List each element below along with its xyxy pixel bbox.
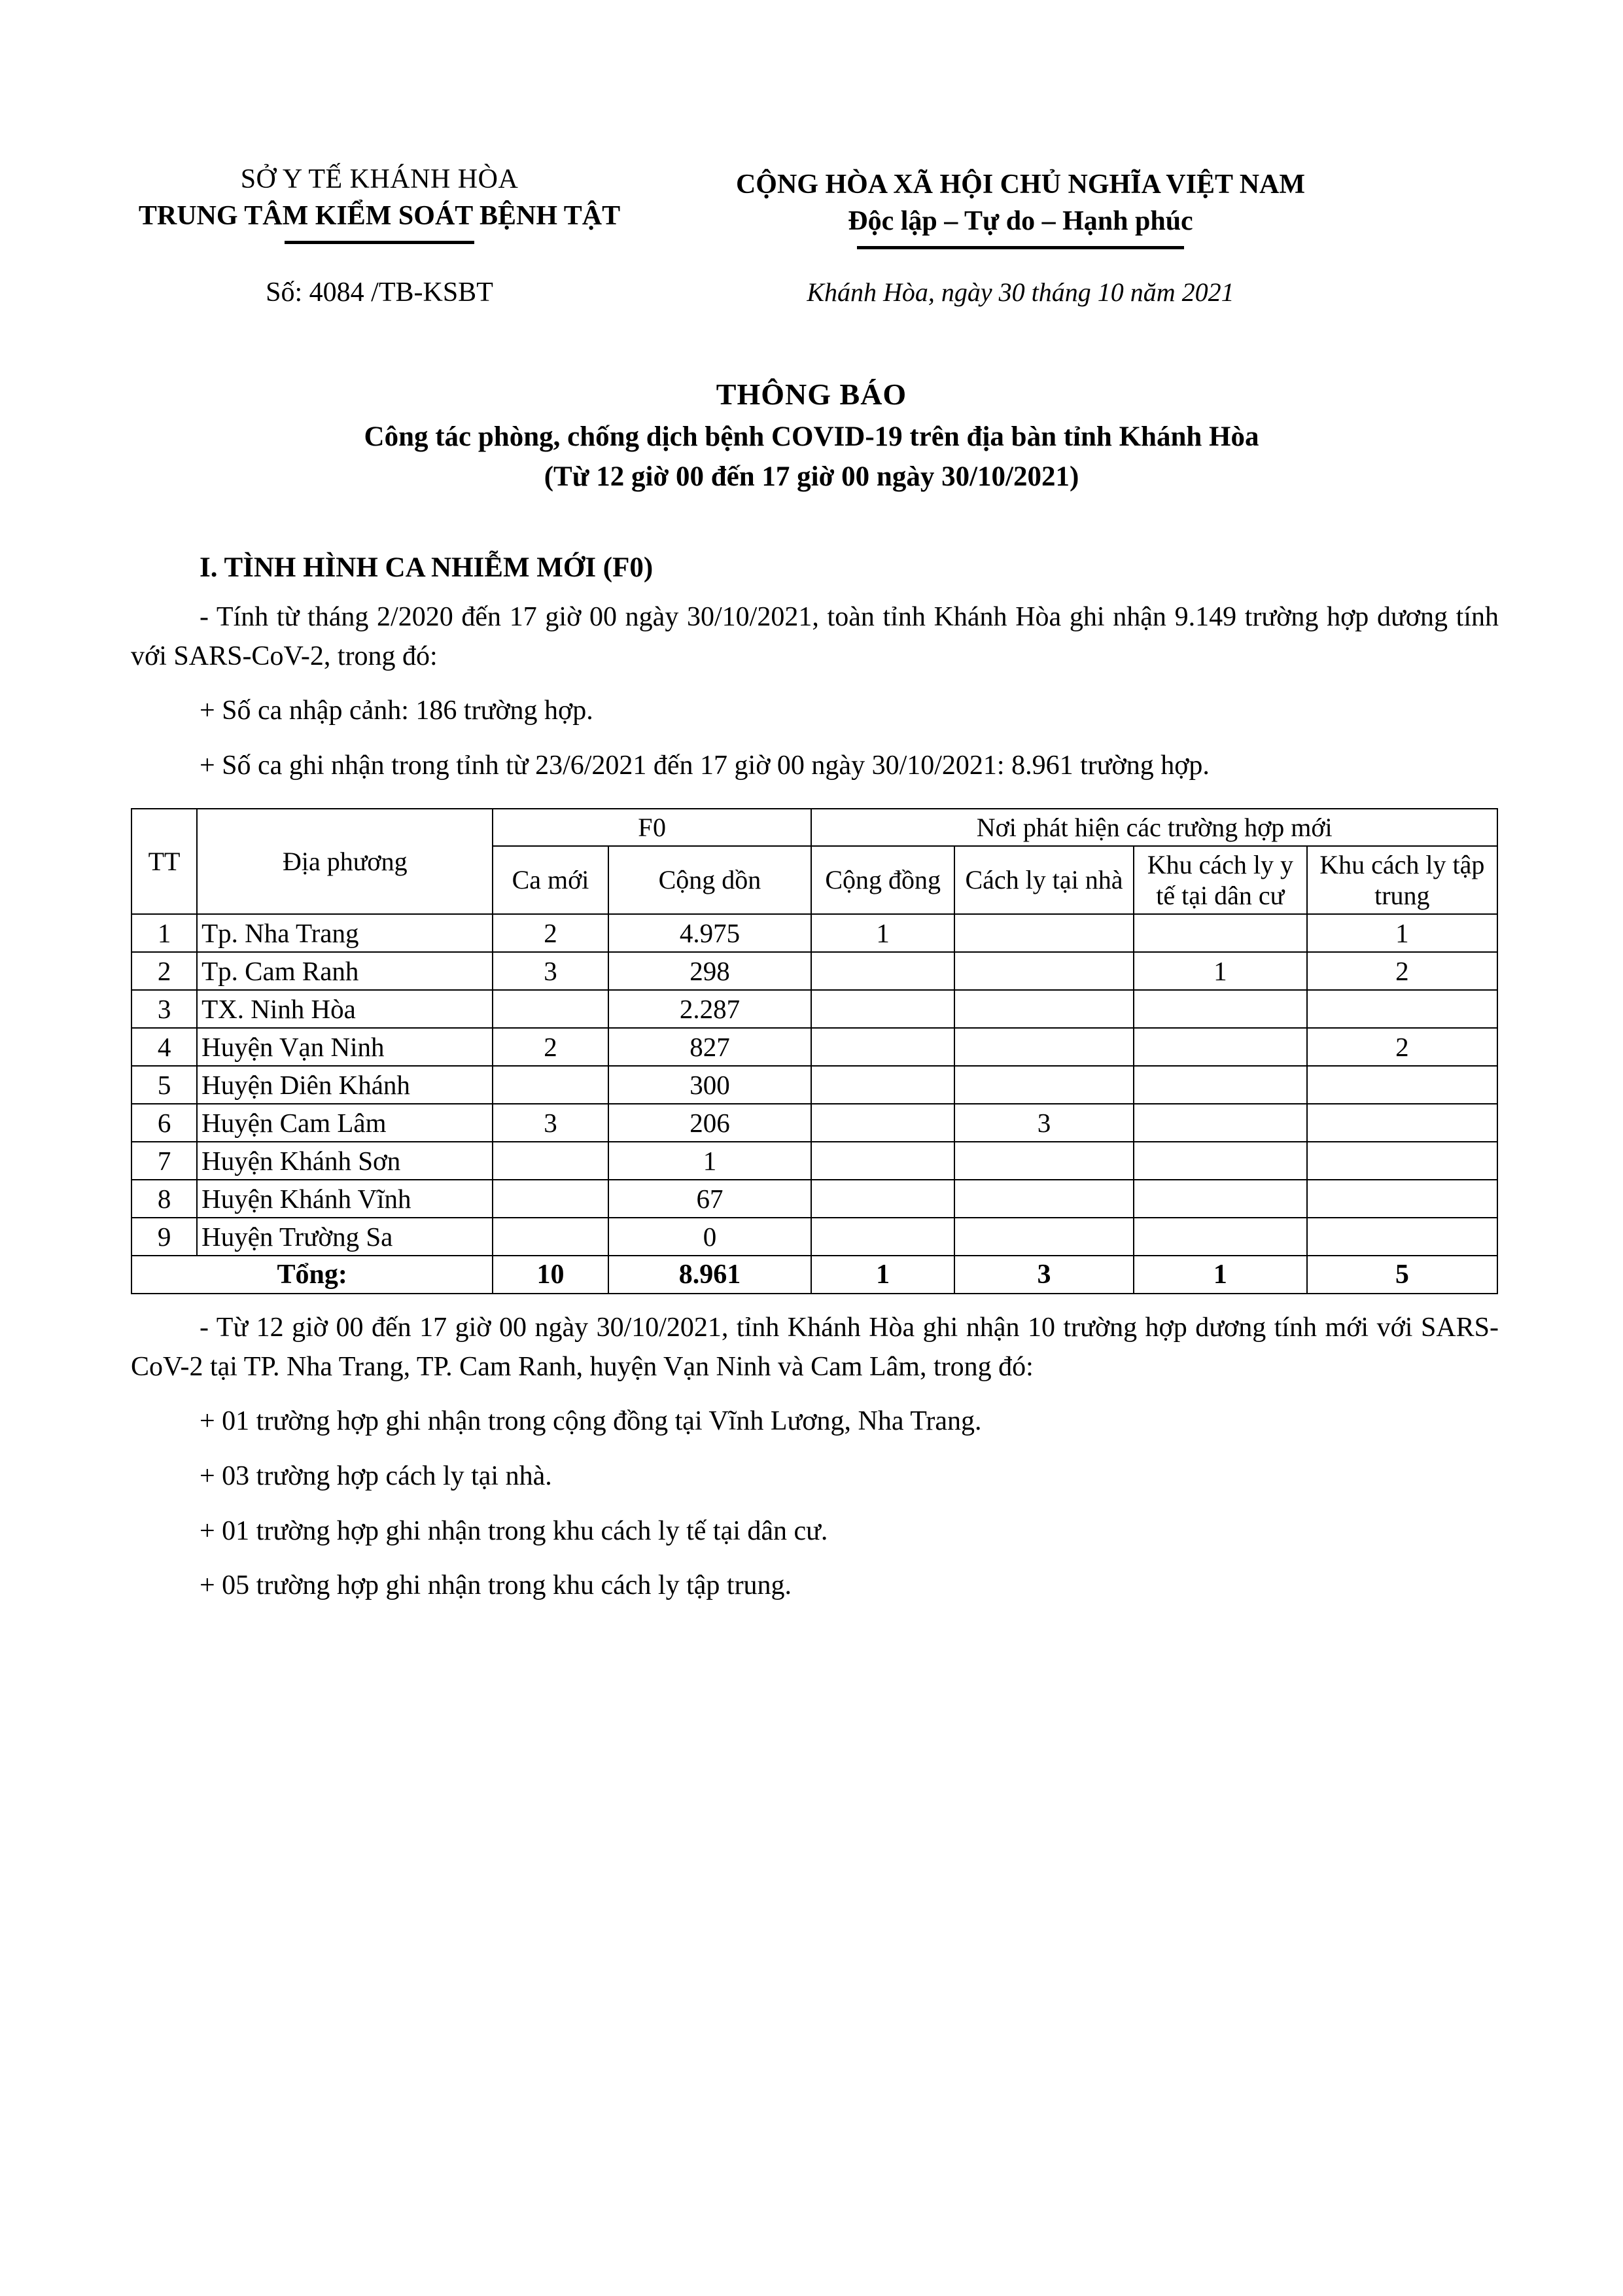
cell-cong-dong [811,1218,954,1256]
cell-khu-cach-ly-dan-cu [1134,1218,1307,1256]
cell-cong-don: 206 [608,1104,812,1142]
cell-tt: 7 [131,1142,197,1180]
cell-khu-cach-ly-tap-trung: 2 [1307,1028,1497,1066]
cell-khu-cach-ly-dan-cu [1134,990,1307,1028]
cell-ca-moi [493,1180,608,1218]
cell-ca-moi [493,1218,608,1256]
cell-khu-cach-ly-dan-cu [1134,1180,1307,1218]
cell-cong-don: 0 [608,1218,812,1256]
place-and-date: Khánh Hòa, ngày 30 tháng 10 năm 2021 [807,277,1234,307]
cell-cong-don: 4.975 [608,914,812,952]
table-row [131,1028,1497,1066]
cell-ca-moi [493,1066,608,1104]
table-row [131,1218,1497,1256]
total-cach-ly-tai-nha: 3 [954,1256,1134,1294]
cell-dia-phuong: Tp. Nha Trang [197,914,493,952]
cell-khu-cach-ly-tap-trung [1307,1142,1497,1180]
col-header-khu-cach-ly-tap-trung: Khu cách ly tập trung [1307,846,1497,914]
cell-tt: 8 [131,1180,197,1218]
col-header-ca-moi: Ca mới [493,846,608,914]
issuing-organization-block [131,164,628,244]
cell-khu-cach-ly-dan-cu [1134,1028,1307,1066]
f0-statistics-table [131,808,1498,1295]
cell-cong-dong [811,1142,954,1180]
cell-cach-ly-tai-nha [954,1066,1134,1104]
cell-cach-ly-tai-nha [954,1028,1134,1066]
cell-dia-phuong: Huyện Trường Sa [197,1218,493,1256]
cell-dia-phuong: Huyện Khánh Vĩnh [197,1180,493,1218]
cell-khu-cach-ly-tap-trung [1307,990,1497,1028]
cell-dia-phuong: Huyện Diên Khánh [197,1066,493,1104]
table-row [131,1066,1497,1104]
cell-khu-cach-ly-tap-trung: 2 [1307,952,1497,990]
cell-tt: 5 [131,1066,197,1104]
document-number: Số: 4084 /TB-KSBT [266,277,493,308]
cell-tt: 9 [131,1218,197,1256]
cell-tt: 2 [131,952,197,990]
col-header-dia-phuong: Địa phương [197,809,493,915]
cell-dia-phuong: TX. Ninh Hòa [197,990,493,1028]
cell-dia-phuong: Huyện Vạn Ninh [197,1028,493,1066]
cell-dia-phuong: Huyện Cam Lâm [197,1104,493,1142]
title-block [0,377,1623,493]
table-head [131,809,1497,915]
cell-cach-ly-tai-nha [954,1180,1134,1218]
cell-ca-moi [493,1142,608,1180]
col-header-khu-cach-ly-y-te-tai-dan-cu: Khu cách ly y tế tại dân cư [1134,846,1307,914]
total-khu-cach-ly-dan-cu: 1 [1134,1256,1307,1294]
cell-cong-don: 2.287 [608,990,812,1028]
page-title: THÔNG BÁO [716,378,907,411]
detail-bullet: + 05 trường hợp ghi nhận trong khu cách ly tập trung. [200,1570,792,1601]
cell-khu-cach-ly-dan-cu [1134,1142,1307,1180]
detail-bullet: + 01 trường hợp ghi nhận trong khu cách ly tế tại dân cư. [200,1515,828,1546]
cell-cach-ly-tai-nha [954,914,1134,952]
cell-cong-dong [811,1180,954,1218]
cell-cong-don: 300 [608,1066,812,1104]
cell-cong-dong [811,1066,954,1104]
group-header-noi-phat-hien: Nơi phát hiện các trường hợp mới [811,809,1497,846]
cell-cong-dong [811,952,954,990]
paragraph-new-cases-summary: - Từ 12 giờ 00 đến 17 giờ 00 ngày 30/10/2021, tỉnh Khánh Hòa ghi nhận 10 trường hợp dương tính mới với SARS-CoV-2 tại TP. Nha Trang, TP. Cam Ranh, huyện Vạn Ninh và Cam Lâm, trong đó: [131,1313,1499,1382]
table-header-row-groups [131,809,1497,846]
detail-bullet-list [131,1402,1499,1606]
col-header-cong-don: Cộng dồn [608,846,812,914]
document-header [0,0,1623,249]
document-body-after-table [131,1309,1499,1606]
cell-ca-moi: 3 [493,1104,608,1142]
title-time-range: (Từ 12 giờ 00 đến 17 giờ 00 ngày 30/10/2021) [544,461,1079,492]
table-row [131,990,1497,1028]
col-header-tt: TT [131,809,197,915]
table-row [131,952,1497,990]
col-header-cong-dong: Cộng đồng [811,846,954,914]
cell-dia-phuong: Huyện Khánh Sơn [197,1142,493,1180]
cell-khu-cach-ly-tap-trung: 1 [1307,914,1497,952]
organization-parent-name: SỞ Y TẾ KHÁNH HÒA [240,164,519,194]
cell-khu-cach-ly-tap-trung [1307,1218,1497,1256]
total-label: Tổng: [131,1256,493,1294]
cell-cach-ly-tai-nha [954,1218,1134,1256]
total-ca-moi: 10 [493,1256,608,1294]
table-body [131,914,1497,1256]
bullet-local-cases: + Số ca ghi nhận trong tỉnh từ 23/6/2021 đến 17 giờ 00 ngày 30/10/2021: 8.961 trường hợp. [200,750,1210,781]
document-meta-row [0,277,1623,308]
section-heading-i: I. TÌNH HÌNH CA NHIỄM MỚI (F0) [200,552,654,583]
cell-khu-cach-ly-dan-cu: 1 [1134,952,1307,990]
cell-cong-don: 1 [608,1142,812,1180]
table-total-row [131,1256,1497,1294]
cell-tt: 6 [131,1104,197,1142]
cell-khu-cach-ly-tap-trung [1307,1066,1497,1104]
cell-tt: 4 [131,1028,197,1066]
col-header-cach-ly-tai-nha: Cách ly tại nhà [954,846,1134,914]
cell-cong-dong [811,990,954,1028]
national-motto-underline [857,246,1184,249]
cell-ca-moi: 3 [493,952,608,990]
national-heading-block [667,164,1374,249]
cell-ca-moi: 2 [493,1028,608,1066]
total-cong-don: 8.961 [608,1256,812,1294]
cell-tt: 3 [131,990,197,1028]
country-name: CỘNG HÒA XÃ HỘI CHỦ NGHĨA VIỆT NAM [735,169,1306,200]
cell-khu-cach-ly-tap-trung [1307,1104,1497,1142]
cell-cach-ly-tai-nha: 3 [954,1104,1134,1142]
cell-tt: 1 [131,914,197,952]
cell-cong-don: 298 [608,952,812,990]
cell-khu-cach-ly-dan-cu [1134,914,1307,952]
paragraph-cumulative-cases: - Tính từ tháng 2/2020 đến 17 giờ 00 ngày 30/10/2021, toàn tỉnh Khánh Hòa ghi nhận 9.149 trường hợp dương tính với SARS-CoV-2, trong đó: [131,602,1499,671]
table-row [131,914,1497,952]
organization-name: TRUNG TÂM KIỂM SOÁT BỆNH TẬT [138,201,621,231]
cell-cong-dong [811,1104,954,1142]
cell-dia-phuong: Tp. Cam Ranh [197,952,493,990]
table-row [131,1180,1497,1218]
cell-khu-cach-ly-dan-cu [1134,1104,1307,1142]
cell-cong-dong: 1 [811,914,954,952]
total-cong-dong: 1 [811,1256,954,1294]
organization-underline [285,241,474,244]
document-body [131,552,1499,786]
detail-bullet: + 01 trường hợp ghi nhận trong cộng đồng tại Vĩnh Lương, Nha Trang. [200,1406,982,1437]
table-foot [131,1256,1497,1294]
cell-ca-moi: 2 [493,914,608,952]
cell-khu-cach-ly-dan-cu [1134,1066,1307,1104]
total-khu-cach-ly-tap-trung: 5 [1307,1256,1497,1294]
national-motto: Độc lập – Tự do – Hạnh phúc [848,206,1193,236]
cell-cong-don: 67 [608,1180,812,1218]
cell-cach-ly-tai-nha [954,952,1134,990]
detail-bullet: + 03 trường hợp cách ly tại nhà. [200,1460,552,1491]
cell-cach-ly-tai-nha [954,990,1134,1028]
table-row [131,1104,1497,1142]
bullet-imported-cases: + Số ca nhập cảnh: 186 trường hợp. [200,696,593,726]
cell-cong-dong [811,1028,954,1066]
cell-khu-cach-ly-tap-trung [1307,1180,1497,1218]
title-subtitle: Công tác phòng, chống dịch bệnh COVID-19 trên địa bàn tỉnh Khánh Hòa [364,421,1259,452]
cell-ca-moi [493,990,608,1028]
group-header-f0: F0 [493,809,811,846]
cell-cach-ly-tai-nha [954,1142,1134,1180]
table-row [131,1142,1497,1180]
cell-cong-don: 827 [608,1028,812,1066]
f0-table-container [131,808,1499,1295]
